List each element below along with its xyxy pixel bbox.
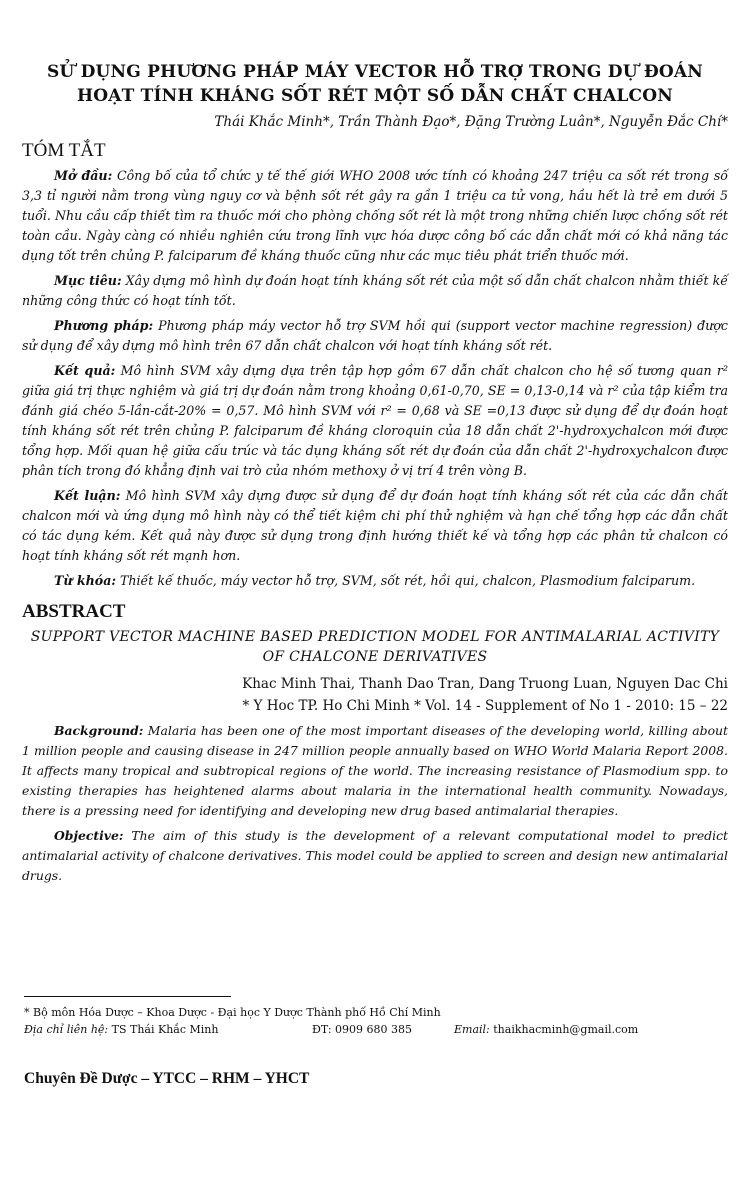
footnote-email-address[interactable]: thaikhacminh@gmail.com xyxy=(489,1023,639,1036)
title-line-1: SỬ DỤNG PHƯƠNG PHÁP MÁY VECTOR HỖ TRỢ TRONG DỰ ĐOÁN xyxy=(46,62,704,82)
en-label-background: Background: xyxy=(54,723,144,738)
tom-tat-heading: TÓM TẮT xyxy=(22,140,106,161)
vi-label-method: Phương pháp: xyxy=(54,318,154,333)
article xyxy=(22,60,728,891)
footnote-divider xyxy=(24,996,231,997)
vi-paragraph-keywords xyxy=(22,571,728,591)
en-paragraph-objective xyxy=(22,826,728,886)
vi-paragraph-objective xyxy=(22,271,728,311)
vi-paragraph-method xyxy=(22,316,728,356)
vi-label-objective: Mục tiêu: xyxy=(54,273,122,288)
footnote-affiliation: * Bộ môn Hóa Dược – Khoa Dược - Đại học Y Dược Thành phố Hồ Chí Minh xyxy=(24,1006,441,1019)
footnote-contact-name: TS Thái Khắc Minh xyxy=(108,1023,219,1036)
footnote-contact-line xyxy=(24,1021,724,1038)
en-text-objective: The aim of this study is the development of a relevant computational model to predict antimalarial activity of chalcone derivatives. This model could be applied to screen and design new antimalarial drugs. xyxy=(22,828,728,883)
vi-label-conclusion: Kết luận: xyxy=(54,488,121,503)
abstract-heading: ABSTRACT xyxy=(22,601,126,622)
vi-label-intro: Mở đầu: xyxy=(54,168,113,183)
en-paragraph-background xyxy=(22,721,728,821)
vi-label-results: Kết quả: xyxy=(54,363,116,378)
footnote-contact xyxy=(24,1021,218,1038)
en-text-background: Malaria has been one of the most important diseases of the developing world, killing about 1 million people and causing disease in 247 million people annually based on WHO World Malaria Report 2008. It affects many tropical and subtropical regions of the world. The increasing resistance of Plasmodium spp. to existing therapies has heightened alarms about malaria in the international health community. Nowadays, there is a pressing need for identifying and developing new drug based antimalarial therapies. xyxy=(22,723,728,818)
vi-text-objective: Xây dựng mô hình dự đoán hoạt tính kháng sốt rét của một số dẫn chất chalcon nhằm thiết kế những công thức có hoạt tính tốt. xyxy=(22,273,729,308)
vi-text-method: Phương pháp máy vector hỗ trợ SVM hồi qui (support vector machine regression) được sử dụng để xây dựng mô hình trên 67 dẫn chất chalcon với hoạt tính kháng sốt rét. xyxy=(22,318,728,353)
authors-en: Khac Minh Thai, Thanh Dao Tran, Dang Truong Luan, Nguyen Dac Chi xyxy=(242,676,728,692)
footnote-contact-label: Địa chỉ liên hệ: xyxy=(24,1023,109,1036)
footnote-email xyxy=(454,1021,638,1038)
vi-label-keywords: Từ khóa: xyxy=(54,573,117,588)
abstract-title: SUPPORT VECTOR MACHINE BASED PREDICTION MODEL FOR ANTIMALARIAL ACTIVITY OF CHALCONE DERIVATIVES xyxy=(30,629,720,665)
vi-text-intro: Công bố của tổ chức y tế thế giới WHO 2008 ước tính có khoảng 247 triệu ca sốt rét trong số 3,3 tỉ người nằm trong vùng nguy cơ và bệnh sốt rét gây ra gần 1 triệu ca tử vong, hầu hết là trẻ em dưới 5 tuổi. Nhu cầu cấp thiết tìm ra thuốc mới cho phòng chống sốt rét là một trong những chiến lược chống sốt rét toàn cầu. Ngày càng có nhiều nghiên cứu trong lĩnh vực hóa dược công bố các dẫn chất mới có khả năng tác dụng tốt trên chủng P. falciparum đề kháng thuốc cũng như các mục tiêu phát triển thuốc mới. xyxy=(22,168,728,263)
footnote-phone: ĐT: 0909 680 385 xyxy=(312,1023,413,1036)
vi-text-results: Mô hình SVM xây dựng dựa trên tập hợp gồm 67 dẫn chất chalcon cho hệ số tương quan r² giữa giá trị thực nghiệm và giá trị dự đoán nằm trong khoảng 0,61-0,70, SE = 0,13-0,14 và r² của tập kiểm tra đánh giá chéo 5-lần-cắt-20% = 0,57. Mô hình SVM với r² = 0,68 và SE =0,13 được sử dụng để dự đoán hoạt tính kháng sốt rét trên chủng P. falciparum đề kháng cloroquin của 18 dẫn chất 2'-hydroxychalcon mới được tổng hợp. Mối quan hệ giữa cấu trúc và tác dụng kháng sốt rét dự đoán của dẫn chất 2'-hydroxychalcon được phân tích trong đó khẳng định vai trò của nhóm methoxy ở vị trí 4 trên vòng B. xyxy=(22,363,728,478)
footnote-email-label: Email: xyxy=(454,1023,490,1036)
footnote xyxy=(24,1004,724,1038)
title-line-2: HOẠT TÍNH KHÁNG SỐT RÉT MỘT SỐ DẪN CHẤT CHALCON xyxy=(76,86,674,106)
authors-vi: Thái Khắc Minh*, Trần Thành Đạo*, Đặng Trường Luân*, Nguyễn Đắc Chí* xyxy=(214,114,728,130)
en-label-objective: Objective: xyxy=(54,828,124,843)
page-footer: Chuyên Đề Dược – YTCC – RHM – YHCT xyxy=(24,1070,310,1087)
citation: * Y Hoc TP. Ho Chi Minh * Vol. 14 - Supplement of No 1 - 2010: 15 – 22 xyxy=(242,698,728,714)
vi-text-keywords: Thiết kế thuốc, máy vector hỗ trợ, SVM, sốt rét, hồi qui, chalcon, Plasmodium falciparum. xyxy=(116,573,696,588)
vi-paragraph-conclusion xyxy=(22,486,728,566)
vi-paragraph-intro xyxy=(22,166,728,266)
vi-text-conclusion: Mô hình SVM xây dựng được sử dụng để dự đoán hoạt tính kháng sốt rét của các dẫn chất chalcon mới và ứng dụng mô hình này có thể tiết kiệm chi phí thử nghiệm và hạn chế tổng hợp các dẫn chất có tác dụng kém. Kết quả này được sử dụng trong định hướng thiết kế và tổng hợp các phân tử chalcon có hoạt tính kháng sốt rét mạnh hơn. xyxy=(22,488,728,563)
article-title xyxy=(22,60,728,108)
vi-paragraph-results xyxy=(22,361,728,481)
